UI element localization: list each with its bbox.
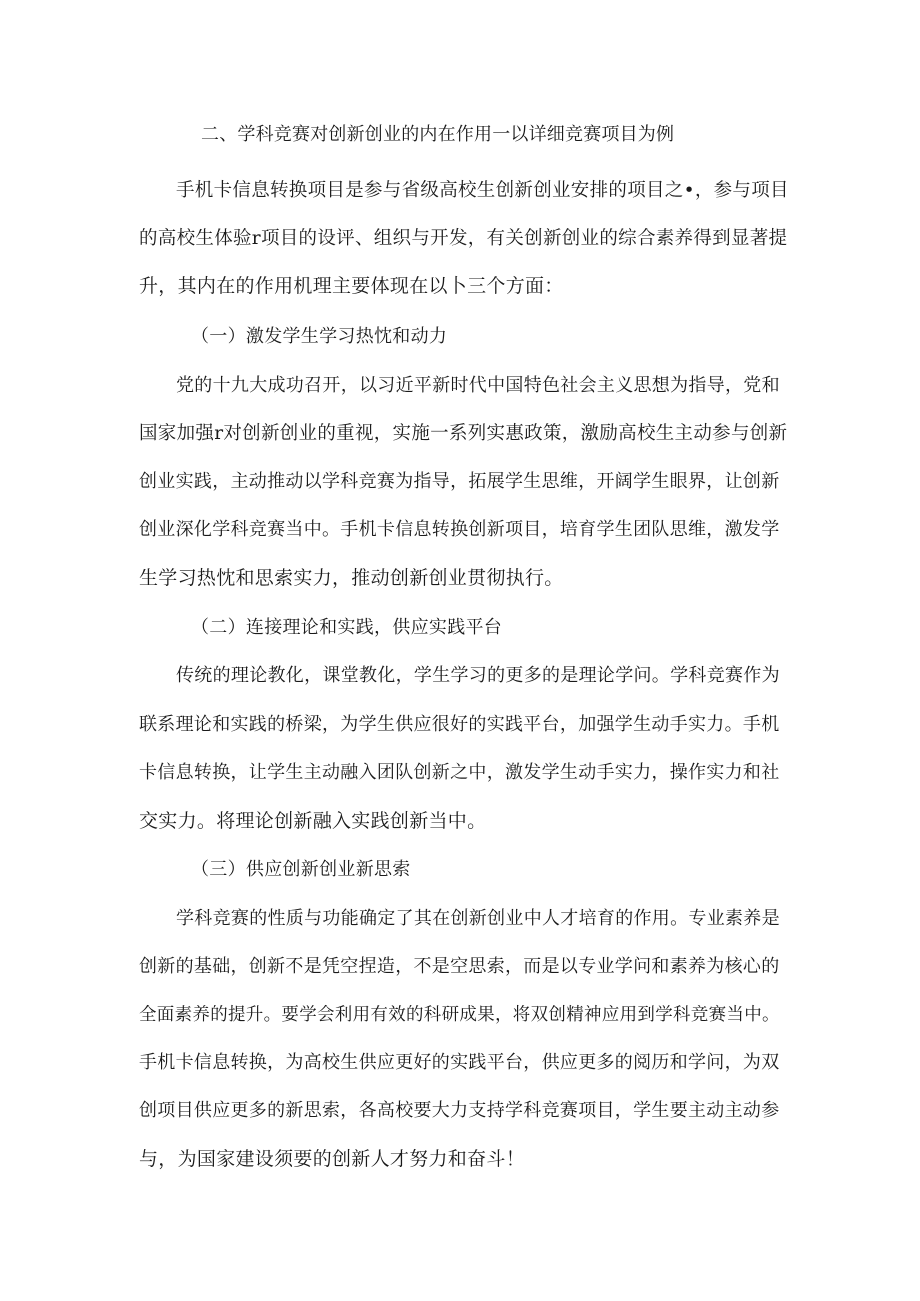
sub3-line-5: 创项目供应更多的新思索，各高校要大力支持学科竞赛项目，学生要主动主动参 [139,1100,780,1121]
subsection-1-title: （一）激发学生学习热忱和动力 [191,326,448,347]
intro-line-1: 手机卡信息转换项目是参与省级高校生创新创业安排的项目之•，参与项目 [176,180,789,201]
section-title: 二、学科竞赛对创新创业的内在作用一以详细竞赛项目为例 [201,124,675,145]
sub3-line-4: 手机卡信息转换，为高校生供应更好的实践平台，供应更多的阅历和学问，为双 [139,1052,780,1073]
sub1-line-1: 党的十九大成功召开，以习近平新时代中国特色社会主义思想为指导，党和 [176,375,780,396]
sub2-line-4: 交实力。将理论创新融入实践创新当中。 [139,810,487,832]
subsection-2-title: （二）连接理论和实践，供应实践平台 [191,617,503,638]
sub2-line-3: 卡信息转换，让学生主动融入团队创新之中，激发学生动手实力，操作实力和社 [139,762,780,783]
sub1-line-2: 国家加强r对创新创业的重视，实施一系列实惠政策，激励高校生主动参与创新 [139,423,788,444]
sub2-line-1: 传统的理论教化，课堂教化，学生学习的更多的是理论学问。学科竞赛作为 [176,665,780,686]
sub1-line-3: 创业实践，主动推动以学科竞赛为指导，拓展学生思维，开阔学生眼界，让创新 [139,471,780,492]
intro-line-2: 的高校生体验r项目的设评、组织与开发，有关创新创业的综合素养得到显著提 [139,228,788,249]
sub3-line-6: 与，为国家建设须要的创新人才努力和奋斗！ [139,1148,526,1170]
sub3-line-1: 学科竞赛的性质与功能确定了其在创新创业中人才培育的作用。专业素养是 [176,908,780,929]
intro-line-3: 升，其内在的作用机理主要体现在以卜三个方面： [139,275,564,297]
subsection-3-title: （三）供应创新创业新思索 [191,859,411,880]
sub3-line-2: 创新的基础，创新不是凭空捏造，不是空思索，而是以专业学问和素养为核心的 [139,956,780,977]
sub3-line-3: 全面素养的提升。要学会利用有效的科研成果，将双创精神应用到学科竞赛当中。 [139,1005,780,1025]
sub1-line-5: 生学习热忱和思索实力，推动创新创业贯彻执行。 [139,567,564,589]
sub2-line-2: 联系理论和实践的桥梁，为学生供应很好的实践平台，加强学生动手实力。手机 [139,714,780,735]
sub1-line-4: 创业深化学科竞赛当中。手机卡信息转换创新项目，培育学生团队思维，激发学 [139,519,780,540]
